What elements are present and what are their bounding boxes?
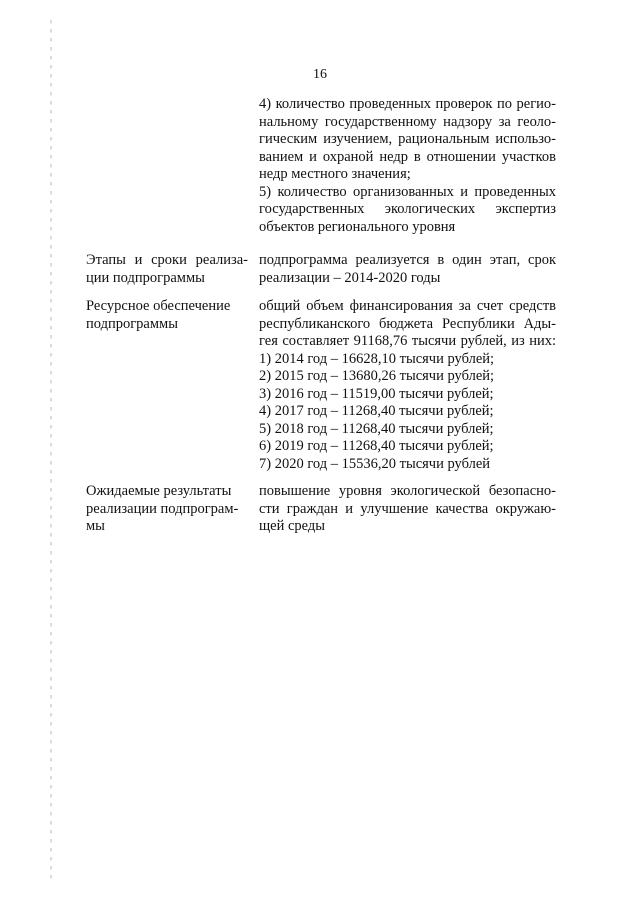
text-line: республиканского бюджета Республики Ады- [259, 315, 556, 332]
text-line: Ресурсное обеспечение [86, 298, 231, 314]
text-line: повышение уровня экологической безопасно- [259, 483, 556, 499]
text-line: подпрограмма реализуется в один этап, срок [259, 252, 556, 268]
row-results-label [86, 483, 248, 536]
text-line: 3) 2016 год – 11519,00 тысячи рублей; [259, 385, 494, 402]
text-line: гическим изучением, рациональным использо- [259, 131, 556, 147]
text-line: щей среды [259, 518, 326, 534]
text-line: ции подпрограммы [86, 269, 205, 286]
text-line: 4) количество проведенных проверок по регио- [259, 96, 556, 112]
text-line: общий объем финансирования за счет средств [259, 298, 556, 314]
text-line: 4) 2017 год – 11268,40 тысячи рублей; [259, 403, 494, 419]
page-number: 16 [313, 67, 327, 82]
text-line: Этапы и сроки реализа- [86, 252, 248, 268]
text-line: 7) 2020 год – 15536,20 тысячи рублей [259, 455, 491, 472]
row-stages-value [259, 252, 556, 287]
text-line: нальному государственному надзору за геоло- [259, 113, 556, 130]
text-line: реализации подпрограм- [86, 500, 239, 517]
text-line: 5) количество организованных и проведенных [259, 183, 556, 200]
text-line: ванием и охраной недр в отношении участков [259, 148, 556, 165]
text-line: Ожидаемые результаты [86, 483, 232, 499]
text-line: мы [86, 518, 105, 534]
text-line: 2) 2015 год – 13680,26 тысячи рублей; [259, 368, 495, 384]
row-resources-label [86, 298, 248, 333]
text-line: 6) 2019 год – 11268,40 тысячи рублей; [259, 438, 494, 454]
text-line: 5) 2018 год – 11268,40 тысячи рублей; [259, 420, 494, 437]
text-line: 1) 2014 год – 16628,10 тысячи рублей; [259, 350, 495, 367]
row-resources-value [259, 298, 556, 473]
text-line: подпрограммы [86, 315, 178, 332]
text-line: реализации – 2014-2020 годы [259, 269, 441, 286]
text-line: сти граждан и улучшение качества окружаю- [259, 500, 556, 517]
row-stages-label [86, 252, 248, 287]
scan-edge-marks [50, 20, 52, 880]
text-line: гея составляет 91168,76 тысячи рублей, из них: [259, 333, 556, 349]
text-line: объектов регионального уровня [259, 218, 456, 235]
indicators-continuation [259, 96, 556, 236]
text-line: недр местного значения; [259, 166, 411, 182]
text-line: государственных экологических экспертиз [259, 201, 556, 217]
row-results-value [259, 483, 556, 536]
